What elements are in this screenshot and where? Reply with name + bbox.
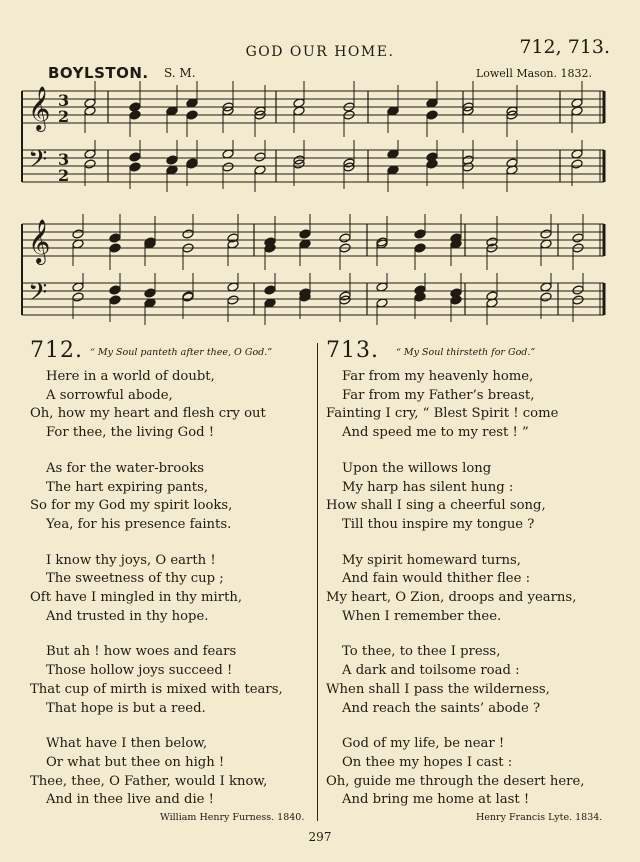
verse-line: God of my life, be near ! bbox=[342, 736, 505, 752]
verse-line: When shall I pass the wilderness, bbox=[326, 681, 550, 697]
note-head bbox=[571, 159, 583, 169]
verse-line: Here in a world of doubt, bbox=[46, 369, 215, 384]
author-713: Henry Francis Lyte. 1834. bbox=[476, 812, 603, 823]
verse-line: Or what but thee on high ! bbox=[46, 754, 225, 770]
note-head bbox=[414, 229, 426, 239]
verse-line: That cup of mirth is mixed with tears, bbox=[30, 681, 283, 697]
verse-line: Far from my Father’s breast, bbox=[342, 387, 535, 403]
verse-line: And in thee live and die ! bbox=[46, 792, 214, 808]
note-head bbox=[129, 110, 141, 120]
page-number: 297 bbox=[308, 830, 332, 844]
tune-name: BOYLSTON. bbox=[48, 64, 149, 82]
stanza bbox=[30, 368, 330, 443]
verse-line: My spirit homeward turns, bbox=[342, 552, 521, 568]
note-head bbox=[299, 229, 311, 239]
hymn-number: 713. bbox=[326, 338, 379, 363]
verse-line: And speed me to my rest ! ” bbox=[342, 425, 529, 441]
note-head bbox=[72, 229, 84, 239]
note-head bbox=[182, 229, 194, 239]
note-head bbox=[84, 159, 96, 169]
music-score bbox=[0, 0, 640, 330]
time-signature: 3 bbox=[58, 150, 70, 169]
time-signature: 2 bbox=[58, 107, 70, 126]
section-title: GOD OUR HOME. bbox=[245, 44, 395, 60]
stanzas bbox=[30, 368, 330, 810]
stanza bbox=[30, 460, 330, 535]
hymn-712 bbox=[30, 338, 330, 810]
verse-line: And fain would thither flee : bbox=[342, 571, 531, 587]
note-head bbox=[72, 292, 84, 302]
time-signature: 3 bbox=[58, 91, 70, 110]
verse-line: And bring me home at last ! bbox=[342, 792, 530, 808]
stanza bbox=[30, 643, 330, 718]
verse-line: How shall I sing a cheerful song, bbox=[326, 498, 546, 514]
bass-clef: 𝄢 bbox=[28, 278, 48, 313]
note-head bbox=[540, 292, 552, 302]
note-head bbox=[264, 285, 276, 295]
note-head bbox=[129, 162, 141, 172]
verse-line: Fainting I cry, “ Blest Spirit ! come bbox=[326, 406, 559, 422]
verse-line: Upon the willows long bbox=[342, 460, 492, 476]
verse-line: My heart, O Zion, droops and yearns, bbox=[326, 590, 577, 606]
note-head bbox=[129, 102, 141, 112]
verse-line: Oft have I mingled in thy mirth, bbox=[30, 590, 243, 606]
note-head bbox=[109, 295, 121, 305]
verse-line: But ah ! how woes and fears bbox=[46, 644, 237, 660]
note-head bbox=[572, 233, 584, 243]
note-head bbox=[254, 152, 266, 162]
verse-line: When I remember thee. bbox=[342, 608, 502, 624]
note-head bbox=[414, 243, 426, 253]
verse-line: So for my God my spirit looks, bbox=[30, 498, 233, 514]
note-head bbox=[166, 155, 178, 165]
note-head bbox=[227, 295, 239, 305]
column-divider bbox=[317, 343, 318, 821]
verse-line: That hope is but a reed. bbox=[46, 700, 206, 716]
treble-clef: 𝄞 bbox=[28, 219, 51, 263]
verse-line: On thee my hopes I cast : bbox=[342, 754, 513, 770]
note-head bbox=[129, 152, 141, 162]
time-signature: 2 bbox=[58, 166, 70, 185]
verse-line: As for the water-brooks bbox=[46, 460, 204, 476]
verse-line: The sweetness of thy cup ; bbox=[46, 571, 224, 587]
author-712: William Henry Furness. 1840. bbox=[160, 812, 305, 823]
verse-line: And trusted in thy hope. bbox=[46, 608, 209, 624]
tune-meter: S. M. bbox=[164, 66, 196, 80]
stanza bbox=[326, 460, 626, 535]
note-head bbox=[144, 288, 156, 298]
verse-line: Those hollow joys succeed ! bbox=[46, 663, 233, 679]
stanza bbox=[326, 552, 626, 627]
hymn-number: 712. bbox=[30, 338, 83, 363]
verse-line: I know thy joys, O earth ! bbox=[46, 552, 216, 568]
verse-line: What have I then below, bbox=[46, 736, 208, 752]
hymn-713 bbox=[326, 338, 626, 810]
stanza bbox=[30, 552, 330, 627]
verse-line: Oh, guide me through the desert here, bbox=[326, 773, 585, 789]
verse-line: Thee, thee, O Father, would I know, bbox=[30, 773, 268, 789]
stanza bbox=[30, 735, 330, 810]
note-head bbox=[109, 285, 121, 295]
note-head bbox=[426, 110, 438, 120]
verse-line: For thee, the living God ! bbox=[46, 425, 215, 441]
note-head bbox=[109, 233, 121, 243]
verse-line: Till thou inspire my tongue ? bbox=[342, 516, 535, 532]
note-head bbox=[109, 243, 121, 253]
hymn-epigraph: “ My Soul thirsteth for God.” bbox=[396, 347, 536, 358]
stanza bbox=[326, 368, 626, 443]
stanza bbox=[326, 643, 626, 718]
verse-line: Far from my heavenly home, bbox=[342, 369, 534, 384]
verse-line: A dark and toilsome road : bbox=[342, 663, 520, 679]
note-head bbox=[540, 229, 552, 239]
note-head bbox=[572, 285, 584, 295]
hymn-epigraph: “ My Soul panteth after thee, O God.” bbox=[90, 347, 273, 358]
stanza bbox=[326, 735, 626, 810]
stanzas bbox=[326, 368, 626, 810]
verse-line: My harp has silent hung : bbox=[342, 479, 514, 495]
note-head bbox=[186, 110, 198, 120]
tune-composer: Lowell Mason. 1832. bbox=[475, 67, 592, 80]
note-head bbox=[222, 162, 234, 172]
verse-line: A sorrowful abode, bbox=[46, 387, 173, 403]
verse-line: Yea, for his presence faints. bbox=[46, 516, 232, 532]
bass-clef: 𝄢 bbox=[28, 145, 48, 180]
note-head bbox=[339, 233, 351, 243]
hymn-numbers: 712, 713. bbox=[519, 36, 610, 58]
verse-line: And reach the saints’ abode ? bbox=[342, 700, 541, 716]
verse-line: The hart expiring pants, bbox=[46, 479, 209, 495]
verse-line: Oh, how my heart and flesh cry out bbox=[30, 406, 266, 422]
verse-line: To thee, to thee I press, bbox=[342, 644, 501, 660]
note-head bbox=[572, 295, 584, 305]
treble-clef: 𝄞 bbox=[28, 86, 51, 130]
